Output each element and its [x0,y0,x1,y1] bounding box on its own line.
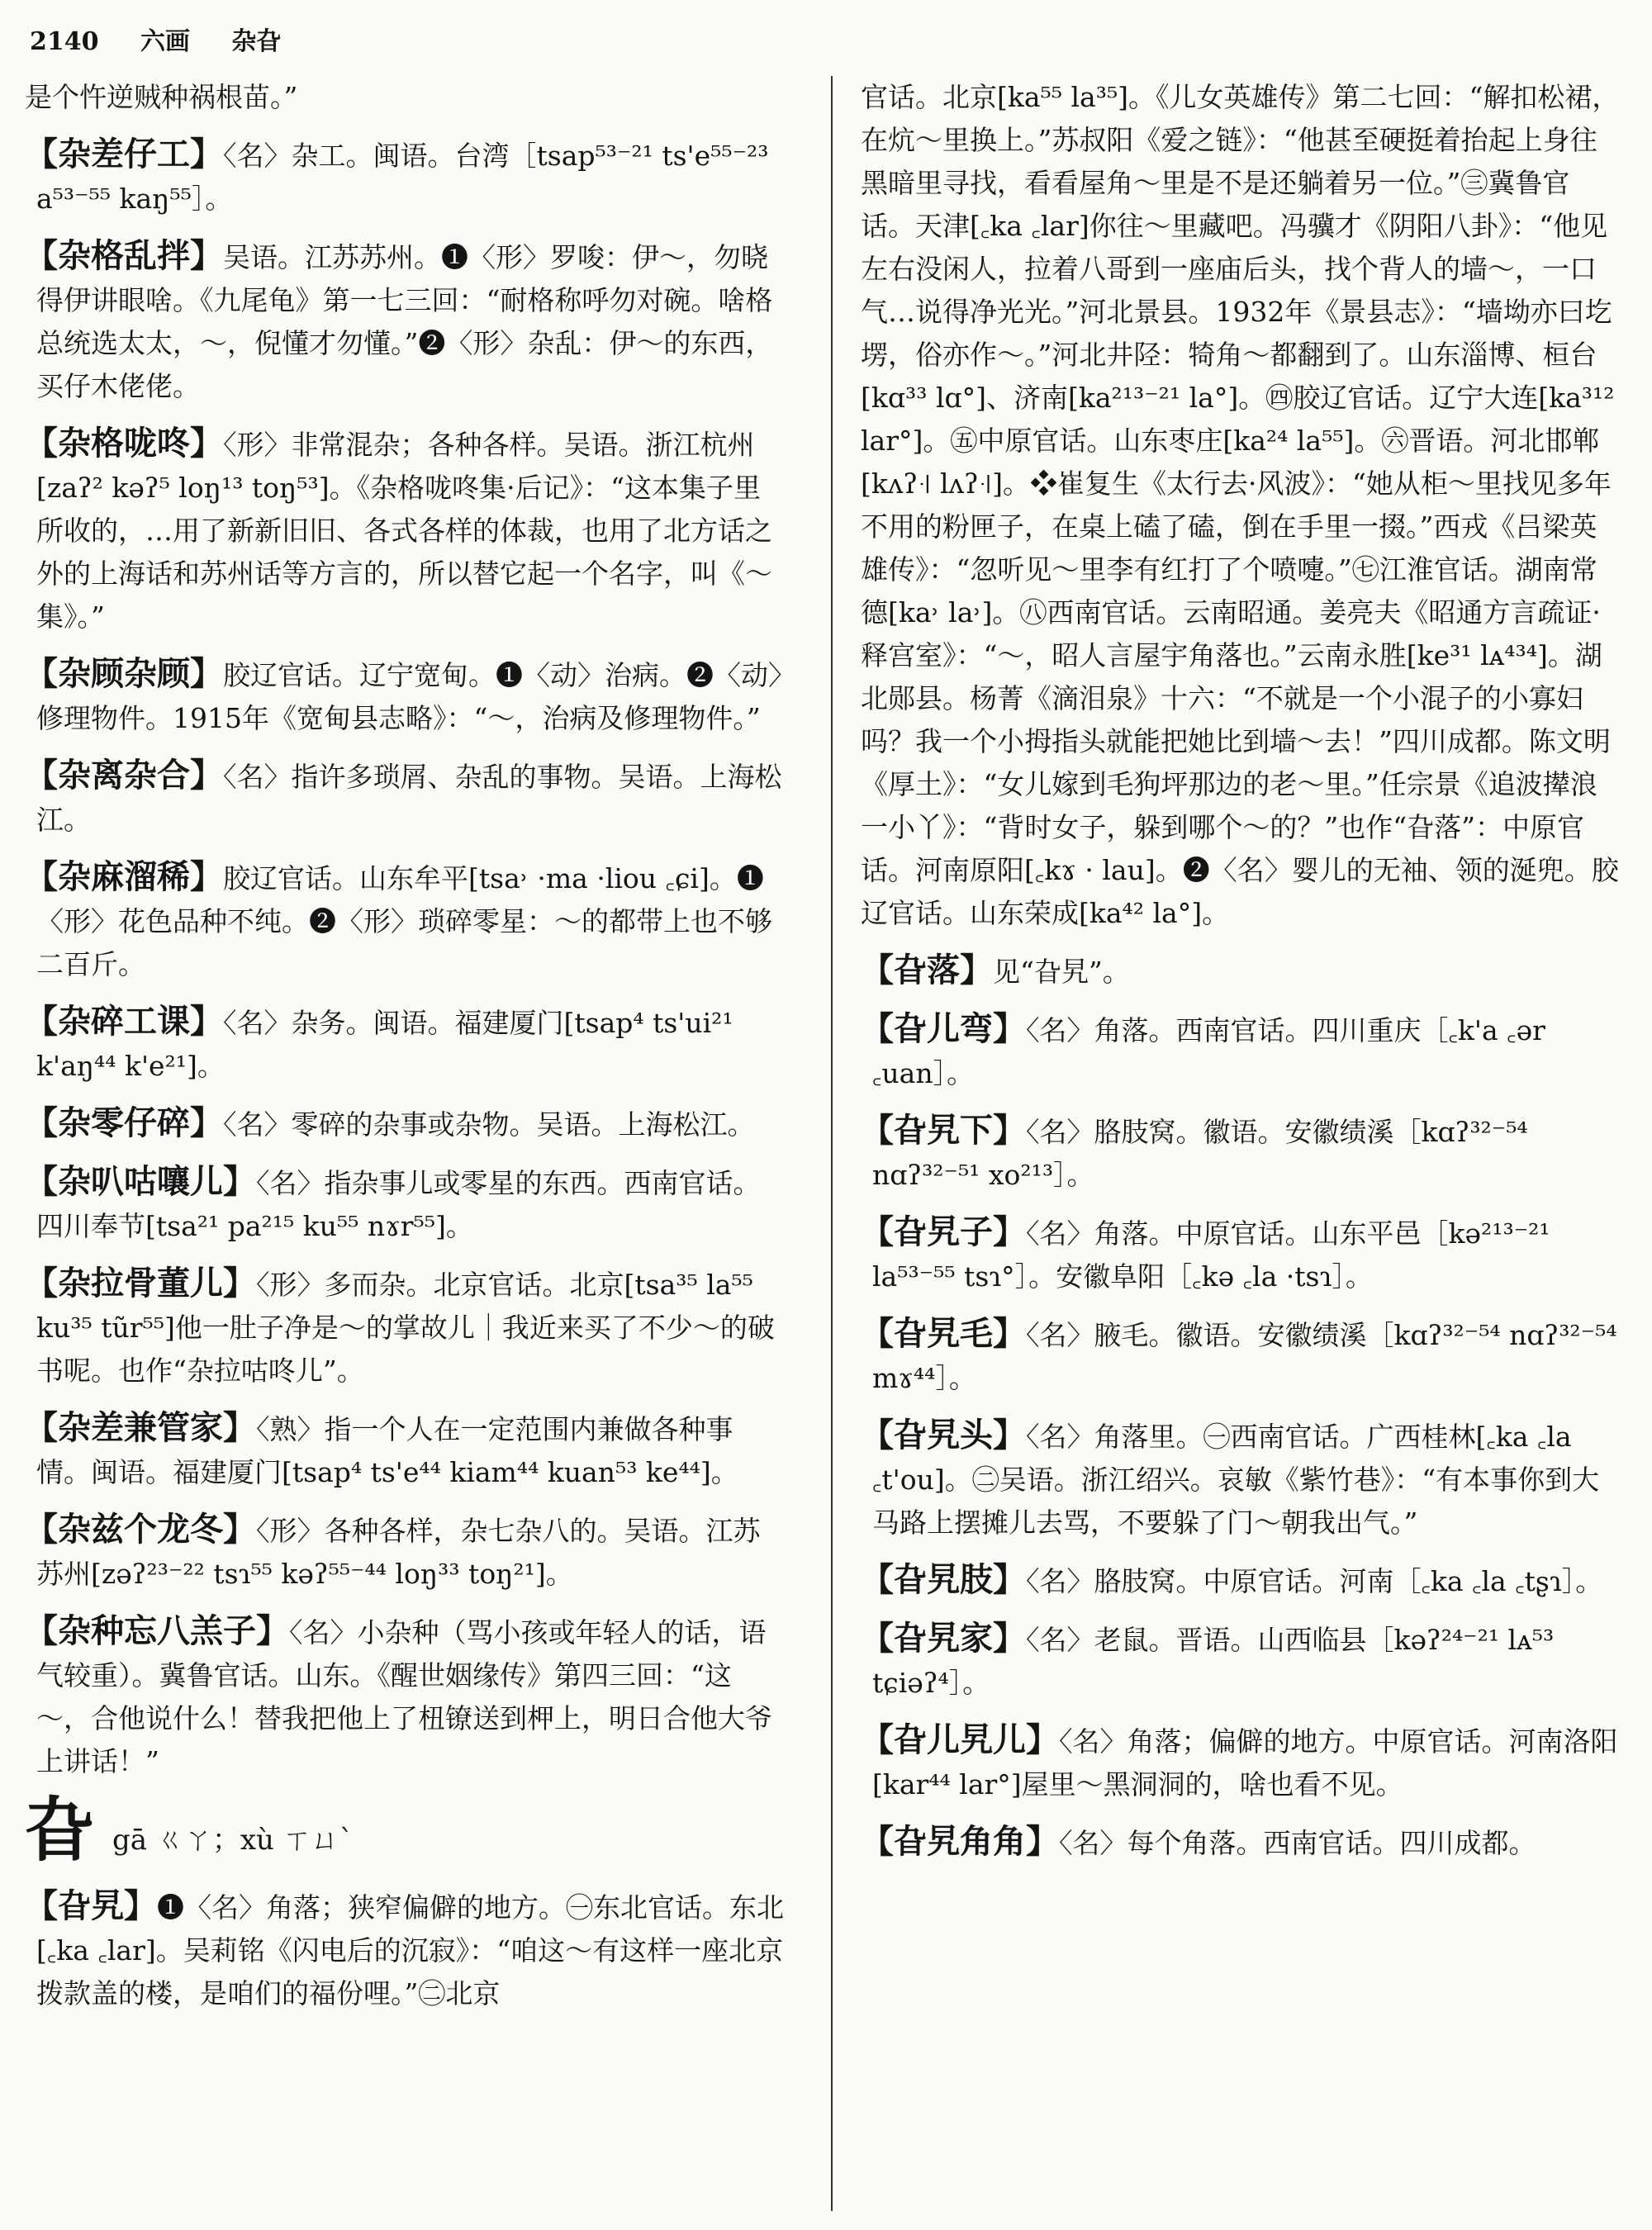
dictionary-entry [25,422,785,638]
dictionary-entry [861,1820,1621,1865]
right-column [861,76,1621,2215]
entry-body: 〈形〉非常混杂；各种各样。吴语。浙江杭州[zaʔ² kəʔ⁵ loŋ¹³ toŋ⁵³]。《杂格咙咚集·后记》：“这本集子里所收的，…用了新新旧旧、各式各样的体裁，也用了北方话之外的上海话和苏州话等方言的，所以替它起一个名字，叫《～集》。” [36,429,772,633]
entry-headword: 【旮儿旯儿】 [861,1720,1059,1759]
continued-text: 官话。北京[ka⁵⁵ la³⁵]。《儿女英雄传》第二七回：“解扣松裙，在炕～里换上。”苏叔阳《爱之链》：“他甚至硬挺着抬起上身往黑暗里寻找，看看屋角～里是不是还躺着另一位。”㊂冀鲁官话。天津[꜀ka ꜀lar]你往～里藏吧。冯骥才《阴阳八卦》：“他见左右没闲人，拉着八哥到一座庙后头，找个背人的墙～，一口气…说得净光光。”河北景县。1932年《景县志》：“墙坳亦曰圪塄，俗亦作～。”河北井陉：犄角～都翻到了。山东淄博、桓台[kɑ³³ lɑ°]、济南[ka²¹³⁻²¹ la°]。㊃胶辽官话。辽宁大连[ka³¹² lar°]。㊄中原官话。山东枣庄[ka²⁴ la⁵⁵]。㊅晋语。河北邯郸[kʌʔ꜊ lʌʔ꜊]。❖崔复生《太行去·风波》：“她从柜～里找见多年不用的粉匣子，在桌上磕了磕，倒在手里一掇。”西戎《吕梁英雄传》：“忽听见～里李有红打了个喷嚏。”㊆江淮官话。湖南常德[ka˒ la˒]。㊇西南官话。云南昭通。姜亮夫《昭通方言疏证·释宫室》：“～，昭人言屋宇角落也。”云南永胜[ke³¹ lᴀ⁴³⁴]。湖北郧县。杨菁《滴泪泉》十六：“不就是一个小混子的小寡妇吗？我一个小拇指头就能把她比到墙～去！”四川成都。陈文明《厚土》：“女儿嫁到毛狗坪那边的老～里。”任宗景《追波撵浪一小丫》：“背时女子，躲到哪个～的？”也作“旮落”：中原官话。河南原阳[꜀kɤ · lau]。❷〈名〉婴儿的无袖、领的涎兜。胶辽官话。山东荣成[ka⁴² la°]。 [861,81,1620,929]
entry-body: 胶辽官话。山东牟平[tsa˒ ·ma ·liou ꜀ɕi]。❶〈形〉花色品种不纯。❷〈形〉琐碎零星：～的都带上也不够二百斤。 [36,862,772,980]
entry-body: 〈名〉胳肢窝。徽语。安徽绩溪［kɑʔ³²⁻⁵⁴ nɑʔ³²⁻⁵¹ xo²¹³］。 [872,1116,1528,1191]
entry-headword: 【杂格咙咚】 [25,424,223,463]
entry-body: 〈名〉指许多琐屑、杂乱的事物。吴语。上海松江。 [36,761,782,836]
entry-headword: 【杂格乱拌】 [25,236,223,275]
entry-headword: 【杂叭咕嚷儿】 [25,1162,256,1201]
entry-body: 〈名〉角落。西南官话。四川重庆［꜀k'a ꜀ər ꜀uan］。 [872,1014,1545,1089]
dictionary-entry [25,652,785,740]
entry-headword: 【旮旯头】 [861,1416,1026,1454]
entry-headword: 【旮旯肢】 [861,1560,1026,1599]
entry-headword: 【旮儿弯】 [861,1009,1026,1048]
dictionary-entry [861,1109,1621,1197]
dictionary-entry [861,1211,1621,1298]
entry-headword: 【旮旯下】 [861,1111,1026,1150]
dictionary-entry [25,133,785,221]
dictionary-entry [25,754,785,842]
dictionary-entry [861,1719,1621,1806]
dictionary-entry [25,1885,785,2015]
entry-headword: 【旮旯毛】 [861,1314,1026,1353]
entry-body: 〈名〉杂务。闽语。福建厦门[tsap⁴ ts'ui²¹ k'aŋ⁴⁴ k'e²¹]。 [36,1007,733,1082]
entry-headword: 【旮落】 [861,951,993,989]
continued-text: 是个忤逆贼种祸根苗。” [25,81,298,113]
entry-body: 〈名〉老鼠。晋语。山西临县［kəʔ²⁴⁻²¹ lᴀ⁵³ tɕiəʔ⁴］。 [872,1624,1555,1699]
dictionary-entry [25,1407,785,1494]
entry-body: 〈名〉角落。中原官话。山东平邑［kə²¹³⁻²¹ la⁵³⁻⁵⁵ tsɿ°］。安徽阜阳［꜀kə ꜀la ·tsɿ］。 [872,1217,1550,1293]
head-character [25,1789,785,1873]
entry-body: 吴语。江苏苏州。❶〈形〉罗唆：伊～，勿晓得伊讲眼啥。《九尾龟》第一七三回：“耐格称呼勿对碗。啥格总统选太太，～，倪懂才勿懂。”❷〈形〉杂乱：伊～的东西，买仔木佬佬。 [36,241,773,402]
dictionary-entry [861,949,1621,994]
entry-headword: 【旮旯】 [25,1886,157,1925]
dictionary-entry [25,1160,785,1248]
entry-body: 〈名〉指杂事儿或零星的东西。西南官话。四川奉节[tsa²¹ pa²¹⁵ ku⁵⁵ nɤr⁵⁵]。 [36,1167,761,1242]
entry-headword: 【旮旯角角】 [861,1822,1059,1861]
head-character-glyph: 旮 [25,1789,95,1871]
dictionary-entry [861,1008,1621,1095]
section-label: 六画 [140,27,190,56]
entry-body: 见“旮旯”。 [993,956,1130,988]
entry-body: 〈名〉腋毛。徽语。安徽绩溪［kɑʔ³²⁻⁵⁴ nɑʔ³²⁻⁵⁴ mɤ⁴⁴］。 [872,1319,1617,1394]
entry-body: 〈名〉每个角落。西南官话。四川成都。 [1059,1827,1536,1859]
entry-headword: 【杂碎工课】 [25,1002,223,1041]
entry-body: 〈名〉小杂种（骂小孩或年轻人的话，语气较重）。冀鲁官话。山东。《醒世姻缘传》第四三回：“这～，合他说什么！替我把他上了杻镣送到柙上，明日合他大爷上讲话！” [36,1616,772,1777]
entry-body: 〈熟〉指一个人在一定范围内兼做各种事情。闽语。福建厦门[tsap⁴ ts'e⁴⁴ kiam⁴⁴ kuan⁵³ ke⁴⁴]。 [36,1413,738,1488]
entry-range: 杂旮 [231,27,282,56]
entry-headword: 【杂零仔碎】 [25,1103,223,1142]
entry-headword: 【旮旯家】 [861,1619,1026,1658]
entry-body: ❶〈名〉角落；狭窄偏僻的地方。㊀东北官话。东北[꜀ka ꜀lar]。吴莉铭《闪电后的沉寂》：“咱这～有这样一座北京拨款盖的楼，是咱们的福份哩。”㊁北京 [36,1891,784,2009]
entry-body: 胶辽官话。辽宁宽甸。❶〈动〉治病。❷〈动〉修理物件。1915年《宽甸县志略》：“～，治病及修理物件。” [36,659,782,734]
entry-body: 〈名〉零碎的杂事或杂物。吴语。上海松江。 [223,1108,755,1141]
dictionary-entry [861,1617,1621,1705]
entry-headword: 【杂差仔工】 [25,135,223,173]
page-number: 2140 [30,27,99,56]
dictionary-entry [861,1312,1621,1400]
entry-headword: 【杂离杂合】 [25,756,223,795]
dictionary-entry [861,1559,1621,1603]
dictionary-entry [25,1262,785,1393]
dictionary-entry [25,1508,785,1596]
dictionary-entry [25,856,785,986]
entry-headword: 【旮旯子】 [861,1212,1026,1251]
entry-body: 〈名〉角落里。㊀西南官话。广西桂林[꜀ka ꜀la ꜀t'ou]。㊁吴语。浙江绍兴。哀敏《紫竹巷》：“有本事你到大马路上摆摊儿去骂，不要躲了门～朝我出气。” [872,1421,1600,1539]
entry-headword: 【杂兹个龙冬】 [25,1510,256,1549]
dictionary-entry [25,235,785,408]
dictionary-entry [25,1102,785,1146]
left-column [25,76,785,2215]
entry-headword: 【杂差兼管家】 [25,1408,256,1447]
dictionary-entry [25,1000,785,1088]
entry-body: 〈名〉角落；偏僻的地方。中原官话。河南洛阳[kar⁴⁴ lar°]屋里～黑洞洞的，啥也看不见。 [872,1725,1618,1801]
page-header [30,18,1624,66]
column-divider [831,76,833,2211]
head-character-readings: gā ㄍㄚ；xù ㄒㄩˋ [112,1824,354,1857]
entry-body: 〈名〉胳肢窝。中原官话。河南［꜀ka ꜀la ꜀tʂɿ］。 [1026,1565,1603,1597]
entry-body: 〈形〉多而杂。北京官话。北京[tsa³⁵ la⁵⁵ ku³⁵ tũr⁵⁵]他一肚子净是～的掌故儿｜我近来买了不少～的破书呢。也作“杂拉咕咚儿”。 [36,1269,775,1387]
dictionary-entry [25,1610,785,1783]
entry-headword: 【杂拉骨董儿】 [25,1264,256,1302]
entry-headword: 【杂顾杂顾】 [25,654,223,693]
entry-body: 〈形〉各种各样，杂七杂八的。吴语。江苏苏州[zəʔ²³⁻²² tsɿ⁵⁵ kəʔ⁵⁵⁻⁴⁴ loŋ³³ toŋ²¹]。 [36,1515,761,1590]
entry-headword: 【杂麻溜稀】 [25,857,223,896]
entry-body: 〈名〉杂工。闽语。台湾［tsap⁵³⁻²¹ ts'e⁵⁵⁻²³ a⁵³⁻⁵⁵ kaŋ⁵⁵］。 [36,140,769,215]
entry-headword: 【杂种忘八羔子】 [25,1611,289,1650]
dictionary-entry [861,1414,1621,1544]
